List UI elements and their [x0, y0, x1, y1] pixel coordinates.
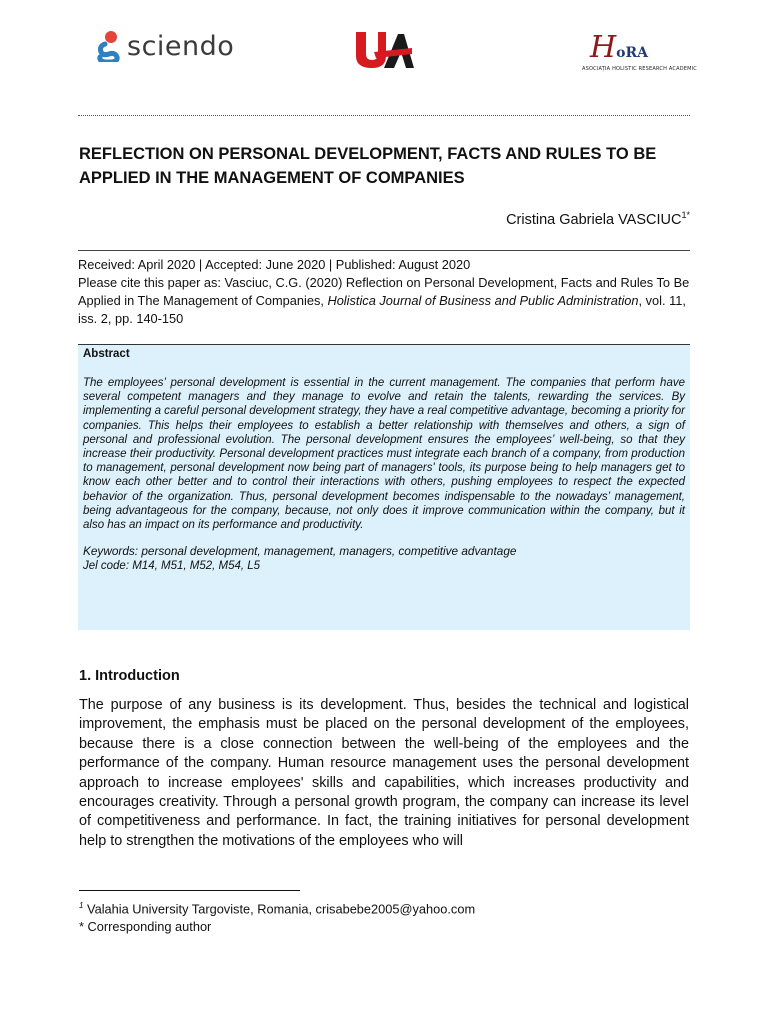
sciendo-logo-text: sciendo	[127, 30, 235, 62]
hora-logo-text: HoRA	[590, 30, 649, 65]
abstract-heading: Abstract	[83, 348, 130, 360]
hora-logo	[582, 30, 697, 78]
abstract-box	[78, 344, 690, 630]
jel-codes: Jel code: M14, M51, M52, M54, L5	[83, 559, 261, 572]
sciendo-logo-mark-icon	[97, 30, 121, 62]
footnote-2: * Corresponding author	[79, 919, 212, 935]
section-body: The purpose of any business is its development. Thus, besides the technical and logistical improvement, the emphasis must be placed on the personal development of the employees, because there is a close connection between the well-being of the employees and the performance of the company. Human resource management uses the personal development approach to increase employees' skills and capabilities, which increases productivity and encourages creativity. Through a personal growth program, the company can increase its level of competitiveness and performance. In fact, the training initiatives for personal development help to strengthen the motivations of the employees who will	[79, 697, 689, 849]
hora-logo-subtitle: ASOCIAȚIA HOLISTIC RESEARCH ACADEMIC	[582, 66, 697, 72]
footnotes	[79, 897, 475, 936]
header-divider	[78, 115, 690, 116]
author-name: Cristina Gabriela VASCIUC	[506, 211, 682, 228]
sciendo-logo	[97, 30, 234, 62]
publication-dates: Received: April 2020 | Accepted: June 2020 | Published: August 2020	[78, 257, 471, 272]
author-affiliation-mark: 1*	[681, 210, 690, 220]
abstract-text: The employees’ personal development is essential in the current management. The companies that perform have several competent managers and they manage to evolve and retain the talents, rewarding the services. By implementing a careful personal development strategy, they have a real competitive advantage, becoming a priority for companies. This helps their employees to establish a better relationship with themselves and others, a sign of personal and professional evolution. The personal development ensures the employees’ well-being, so that they increase their productivity. Personal development practices must integrate each branch of a company, from production to management, personal development now being part of managers' tools, its purpose being to help managers get to know each other better and to control their interactions with others, pushing employees to respect the expected behavior of the organization. Thus, personal development becomes indispensable to the nowadays’ management, being advantageous for the company, because, not only does it improve communication within the company, but it also has an impact on its performance and productivity.	[83, 377, 685, 532]
journal-name: Holistica Journal of Business and Public Administration	[327, 293, 639, 308]
footnote-divider	[79, 890, 300, 891]
citation-block	[78, 250, 690, 328]
footnote-1: $^1$ Valahia University Targoviste, Romania, crisabebe2005@yahoo.com	[79, 901, 476, 917]
section-heading: 1. Introduction	[79, 668, 180, 684]
author-line	[506, 210, 690, 228]
page-header	[0, 0, 768, 100]
university-logo	[354, 30, 414, 77]
paper-title: REFLECTION ON PERSONAL DEVELOPMENT, FACTS AND RULES TO BE APPLIED IN THE MANAGEMENT OF COMPANIES	[79, 145, 657, 187]
keywords: Keywords: personal development, management, managers, competitive advantage	[83, 544, 517, 559]
citation-text: Please cite this paper as: Vasciuc, C.G. (2020) Reflection on Personal Development, Facts and Rules To Be Applied in The Management of Companies, Holistica Journal of Business and Public Administration, vol. 11, iss. 2, pp. 140-150	[78, 275, 690, 326]
